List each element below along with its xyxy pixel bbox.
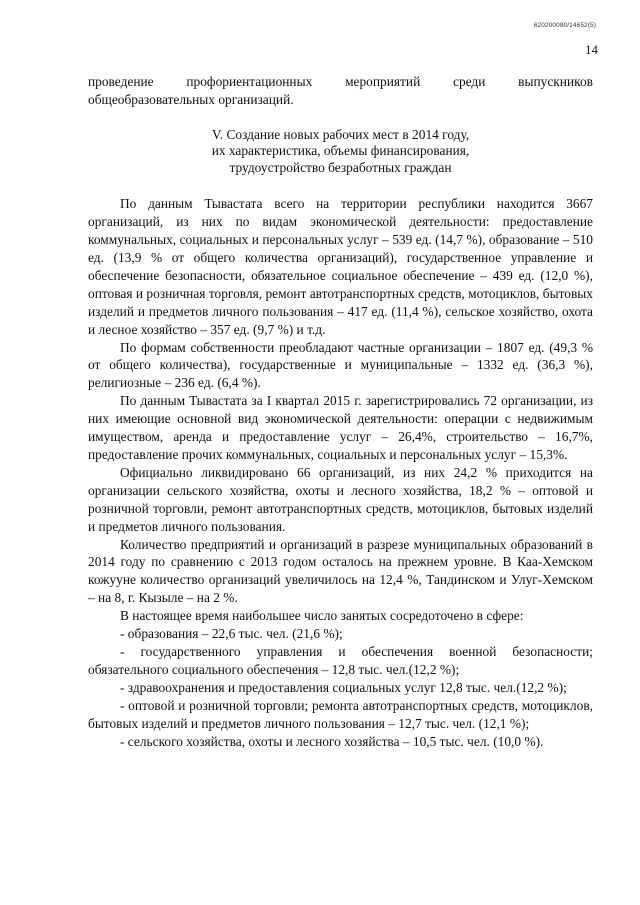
paragraph-registered-q1: По данным Тывастата за I квартал 2015 г. зарегистрировались 72 организации, из них имеющие основной вид экономической деятельности: операции с недвижимым имуществом, аренда и предоставление услуг – 26,4%, строительство – 16,7%, предоставление прочих коммунальных, социальных и персональных услуг – 15,3%. — [88, 393, 593, 462]
document-code: 620200080/14652(5) — [533, 22, 596, 29]
paragraph-municipal: Количество предприятий и организаций в разрезе муниципальных образований в 2014 году по сравнению с 2013 годом осталось на прежнем уровне. В Каа-Хемском кожууне количество организаций увеличилось на 12,4 %, Тандинском и Улуг-Хемском – на 8, г. Кызыле – на 2 %. — [88, 536, 593, 606]
section-title-line-2: их характеристика, объемы финансирования, — [211, 143, 470, 159]
document-body — [88, 73, 593, 750]
section-title-line-3: трудоустройство безработных граждан — [229, 159, 452, 175]
page-number: 14 — [585, 42, 598, 57]
paragraph-organizations-total: По данным Тывастата всего на территории республики находится 3667 организаций, из них по видам экономической деятельности: предоставление коммунальных, социальных и персональных услуг – 539 ед. (14,7 %), образование – 510 ед. (13,9 % от общего количества организаций), государственное управление и обеспечение безопасности, обязательное социальное обеспечение – 439 ед. (12,0 %), оптовая и розничная торговля, ремонт автотранспортных средств, мотоциклов, бытовых изделий и предметов личного пользования – 417 ед. (11,4 %), сельское хозяйство, охота и лесное хозяйство – 357 ед. (9,7 %) и т.д. — [88, 196, 593, 337]
list-item-education: - образования – 22,6 тыс. чел. (21,6 %); — [120, 626, 343, 642]
section-title — [88, 127, 593, 177]
paragraph-ownership-forms: По формам собственности преобладают частные организации – 1807 ед. (49,3 % от общего количества), государственные и муниципальные – 1332 ед. (36,3 %), религиозные – 236 ед. (6,4 %). — [88, 339, 593, 391]
list-item-government: - государственного управления и обеспечения военной безопасности; обязательного социального обеспечения – 12,8 тыс. чел.(12,2 %); — [88, 643, 593, 677]
list-item-trade: - оптовой и розничной торговли; ремонта автотранспортных средств, мотоциклов, бытовых изделий и предметов личного пользования – 12,7 тыс. чел. (12,1 %); — [88, 697, 593, 731]
paragraph-liquidated: Официально ликвидировано 66 организаций, из них 24,2 % приходится на организации сельского хозяйства, охоты и лесного хозяйства, 18,2 % – оптовой и розничной торговли, ремонт автотранспортных средств, мотоциклов, бытовых изделий и предметов личного пользования. — [88, 464, 593, 534]
paragraph-employment-intro: В настоящее время наибольшее число занятых сосредоточено в сфере: — [120, 608, 524, 624]
intro-paragraph: проведение профориентационных мероприятий среди выпускников общеобразовательных организаций. — [88, 74, 593, 107]
section-title-line-1: V. Создание новых рабочих мест в 2014 году, — [211, 126, 470, 142]
list-item-healthcare: - здравоохранения и предоставления социальных услуг 12,8 тыс. чел.(12,2 %); — [120, 679, 567, 695]
list-item-agriculture: - сельского хозяйства, охоты и лесного хозяйства – 10,5 тыс. чел. (10,0 %). — [120, 733, 544, 749]
